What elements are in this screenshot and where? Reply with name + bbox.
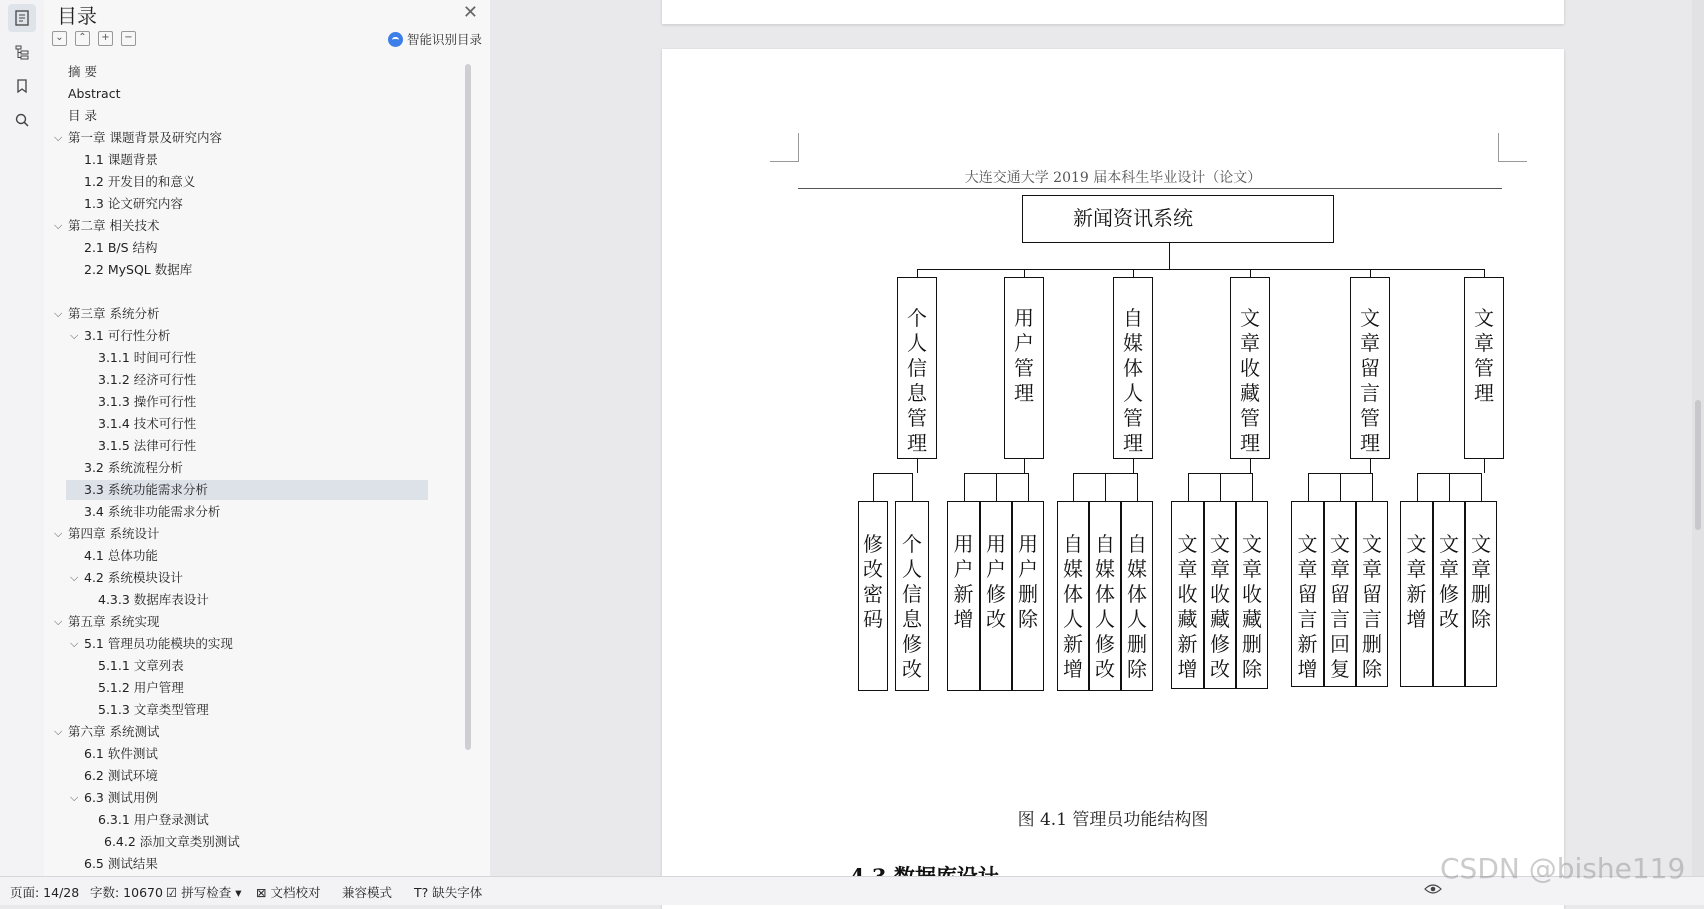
submodule-box: 文章删除 [1465, 501, 1497, 687]
diagram-root: 新闻资讯系统 [1022, 195, 1334, 243]
submodule-box: 用户修改 [980, 501, 1012, 691]
submodule-box: 文章新增 [1400, 501, 1433, 687]
smart-toc-label: 智能识别目录 [406, 32, 482, 47]
toc-item-label: 6.2 测试环境 [84, 768, 158, 783]
toc-item-label: 目 录 [68, 108, 97, 123]
connector-line [917, 269, 918, 277]
toc-item-label: 3.1.4 技术可行性 [98, 416, 197, 431]
submodule-box: 文章留言删除 [1356, 501, 1388, 687]
submodule-box: 文章修改 [1433, 501, 1465, 687]
toc-item[interactable] [44, 370, 454, 390]
toc-item-label: 5.1.2 用户管理 [98, 680, 184, 695]
toc-item[interactable] [44, 392, 454, 412]
page-header: 大连交通大学 2019 届本科生毕业设计（论文） [964, 170, 1262, 186]
toc-item-label: 3.1.5 法律可行性 [98, 438, 197, 453]
connector-line [917, 269, 1484, 270]
chevron-down-icon[interactable]: ⌵ [54, 307, 63, 320]
collapse-all-icon[interactable]: ⌄ [52, 31, 67, 46]
connector-line [1252, 473, 1253, 501]
toc-item[interactable] [44, 128, 454, 148]
toc-item-label: 第一章 课题背景及研究内容 [68, 130, 222, 145]
toc-item[interactable] [44, 216, 454, 236]
toc-item-label: 第三章 系统分析 [68, 306, 160, 321]
connector-line [964, 473, 965, 501]
search-icon[interactable] [8, 106, 36, 134]
proofread-button[interactable] [256, 883, 320, 901]
chevron-down-icon[interactable]: ⌵ [70, 637, 79, 650]
word-count[interactable]: 字数: 10670 [90, 885, 163, 900]
toc-item[interactable] [44, 62, 454, 82]
smart-ai-icon [388, 32, 403, 47]
toc-item-label: Abstract [68, 86, 121, 101]
checkbox-icon: ☑ [166, 885, 178, 900]
toc-item[interactable] [44, 194, 454, 214]
submodule-box: 自媒体人修改 [1089, 501, 1121, 691]
toc-item-label: 3.1.2 经济可行性 [98, 372, 197, 387]
submodule-box: 用户删除 [1012, 501, 1044, 691]
toc-item-label: 6.4.2 添加文章类别测试 [104, 834, 240, 849]
toc-item[interactable] [44, 678, 454, 698]
toc-item-label: 4.3.3 数据库表设计 [98, 592, 209, 607]
toc-item-label: 3.1.3 操作可行性 [98, 394, 197, 409]
connector-line [1024, 459, 1025, 473]
connector-line [1137, 473, 1138, 501]
toc-item[interactable] [66, 480, 428, 500]
toc-item-label: 3.2 系统流程分析 [84, 460, 183, 475]
toc-item-label: 6.5 测试结果 [84, 856, 158, 871]
expand-all-icon[interactable]: ⌃ [75, 31, 90, 46]
connector-line [1133, 459, 1134, 473]
toc-item-label: 1.3 论文研究内容 [84, 196, 183, 211]
toc-item-label: 1.2 开发目的和意义 [84, 174, 196, 189]
previous-page [662, 0, 1564, 24]
toc-panel-icon[interactable] [8, 4, 36, 32]
crop-mark [1498, 133, 1527, 162]
remove-heading-icon[interactable]: − [121, 31, 136, 46]
connector-line [1169, 243, 1170, 269]
spell-check-button[interactable]: ☑ 拼写检查 ▾ [166, 885, 242, 900]
connector-line [1024, 269, 1025, 277]
toc-item-label: 5.1.1 文章列表 [98, 658, 184, 673]
toc-title: 目录 [57, 4, 97, 28]
toc-item-label: 4.2 系统模块设计 [84, 570, 183, 585]
toc-item[interactable] [44, 568, 454, 588]
connector-line [1105, 473, 1106, 501]
connector-line [1188, 473, 1189, 501]
toc-item-label: 2.2 MySQL 数据库 [84, 262, 193, 277]
toc-item-label: 第六章 系统测试 [68, 724, 160, 739]
module-box: 用户管理 [1004, 277, 1044, 459]
document-area [490, 0, 1704, 876]
toc-item[interactable] [44, 238, 454, 258]
toc-item-label: 1.1 课题背景 [84, 152, 158, 167]
toc-panel [44, 0, 491, 876]
toc-item[interactable] [44, 546, 454, 566]
toc-item[interactable] [44, 260, 454, 280]
spell-check-label: 拼写检查 [181, 885, 232, 900]
scroll-thumb[interactable] [1695, 400, 1701, 530]
toc-item[interactable] [44, 700, 454, 720]
submodule-box: 个人信息修改 [895, 501, 929, 691]
submodule-box: 文章收藏修改 [1204, 501, 1236, 689]
connector-line [1308, 473, 1309, 501]
connector-line [1220, 473, 1221, 501]
toc-item[interactable] [44, 832, 454, 852]
module-box: 自媒体人管理 [1113, 277, 1153, 459]
toc-item[interactable] [44, 458, 454, 478]
chevron-down-icon[interactable]: ⌵ [54, 615, 63, 628]
submodule-box: 用户新增 [947, 501, 980, 691]
toc-item[interactable] [44, 854, 454, 874]
toc-item[interactable] [44, 414, 454, 434]
font-icon: T? [414, 885, 429, 900]
module-box: 个人信息管理 [897, 277, 937, 459]
connector-line [1133, 269, 1134, 277]
toc-item[interactable] [44, 656, 454, 676]
toc-item-label: 3.1.1 时间可行性 [98, 350, 197, 365]
toc-item-label: 第四章 系统设计 [68, 526, 160, 541]
submodule-box: 自媒体人删除 [1121, 501, 1153, 691]
toc-item[interactable] [44, 766, 454, 786]
toc-item-label: 第五章 系统实现 [68, 614, 160, 629]
connector-line [1073, 473, 1074, 501]
chevron-down-icon[interactable]: ⌵ [54, 527, 63, 540]
chevron-down-icon[interactable]: ⌵ [54, 219, 63, 232]
toc-item-label: 3.3 系统功能需求分析 [84, 482, 208, 497]
toc-item[interactable] [44, 84, 454, 104]
document-scrollbar[interactable] [1692, 0, 1704, 876]
connector-line [1250, 459, 1251, 473]
chevron-down-icon[interactable]: ⌵ [70, 571, 79, 584]
close-icon[interactable]: ✕ [462, 2, 478, 23]
toc-item[interactable] [44, 612, 454, 632]
connector-line [1484, 459, 1485, 473]
chevron-down-icon[interactable]: ⌵ [54, 725, 63, 738]
connector-line [1370, 269, 1371, 277]
toc-item-label: 3.4 系统非功能需求分析 [84, 504, 221, 519]
toc-item-label: 5.1.3 文章类型管理 [98, 702, 209, 717]
toc-item-label: 4.1 总体功能 [84, 548, 158, 563]
crop-mark [770, 133, 799, 162]
connector-line [1028, 473, 1029, 501]
watermark: CSDN @bishe119 [1440, 852, 1686, 885]
submodule-box: 文章留言新增 [1291, 501, 1324, 687]
toc-item-label: 5.1 管理员功能模块的实现 [84, 636, 233, 651]
connector-line [1484, 269, 1485, 277]
toc-item[interactable] [44, 744, 454, 764]
connector-line [1449, 473, 1450, 501]
missing-font-label: 缺失字体 [432, 885, 483, 900]
connector-line [1481, 473, 1482, 501]
connector-line [996, 473, 997, 501]
toc-item-label: 2.1 B/S 结构 [84, 240, 158, 255]
toc-item[interactable] [44, 348, 454, 368]
page-indicator[interactable]: 页面: 14/28 [10, 885, 80, 900]
proofread-label: 文档校对 [270, 885, 321, 900]
current-page [662, 49, 1564, 909]
toc-item[interactable] [44, 524, 454, 544]
toc-item-label: 3.1 可行性分析 [84, 328, 171, 343]
add-heading-icon[interactable]: + [98, 31, 113, 46]
submodule-box: 文章收藏新增 [1171, 501, 1204, 689]
toc-item[interactable] [44, 590, 454, 610]
toc-item-label: 6.1 软件测试 [84, 746, 158, 761]
toc-item-label: 摘 要 [68, 64, 97, 79]
connector-line [1372, 473, 1373, 501]
smart-toc-button[interactable] [388, 30, 482, 48]
outline-tree-icon[interactable] [8, 38, 36, 66]
toc-item[interactable] [44, 502, 454, 522]
toc-item[interactable] [44, 106, 454, 126]
toc-item[interactable] [44, 810, 454, 830]
connector-line [917, 459, 918, 473]
toc-item-label: 6.3.1 用户登录测试 [98, 812, 209, 827]
module-box: 文章收藏管理 [1230, 277, 1270, 459]
missing-font-button[interactable] [414, 883, 482, 901]
submodule-box: 文章留言回复 [1324, 501, 1356, 687]
compat-mode-label[interactable]: 兼容模式 [342, 885, 393, 900]
toc-item[interactable] [44, 172, 454, 192]
toc-item[interactable] [44, 788, 454, 808]
submodule-box: 自媒体人新增 [1057, 501, 1089, 691]
side-rail [0, 0, 45, 876]
toc-item[interactable] [44, 436, 454, 456]
toc-item-label: 6.3 测试用例 [84, 790, 158, 805]
chevron-down-icon[interactable]: ⌵ [54, 131, 63, 144]
connector-line [1370, 459, 1371, 473]
module-box: 文章管理 [1464, 277, 1504, 459]
toc-item[interactable] [44, 722, 454, 742]
toc-item[interactable] [44, 326, 454, 346]
module-box: 文章留言管理 [1350, 277, 1390, 459]
bookmark-icon[interactable] [8, 72, 36, 100]
submodule-box: 修改密码 [858, 501, 888, 691]
connector-line [1417, 473, 1418, 501]
chevron-down-icon[interactable]: ⌵ [70, 329, 79, 342]
connector-line [1250, 269, 1251, 277]
chevron-down-icon[interactable]: ⌵ [70, 791, 79, 804]
connector-line [912, 473, 913, 501]
connector-line [873, 473, 912, 474]
toc-item[interactable] [44, 304, 454, 324]
toc-item[interactable] [44, 634, 454, 654]
figure-caption: 图 4.1 管理员功能结构图 [1017, 810, 1209, 830]
toc-scrollbar[interactable] [465, 64, 471, 750]
connector-line [873, 473, 874, 501]
toc-item-label: 第二章 相关技术 [68, 218, 160, 233]
connector-line [1340, 473, 1341, 501]
proofread-icon: ⊠ [256, 885, 267, 900]
submodule-box: 文章收藏删除 [1236, 501, 1268, 689]
header-rule [798, 188, 1502, 189]
toc-item[interactable] [44, 150, 454, 170]
